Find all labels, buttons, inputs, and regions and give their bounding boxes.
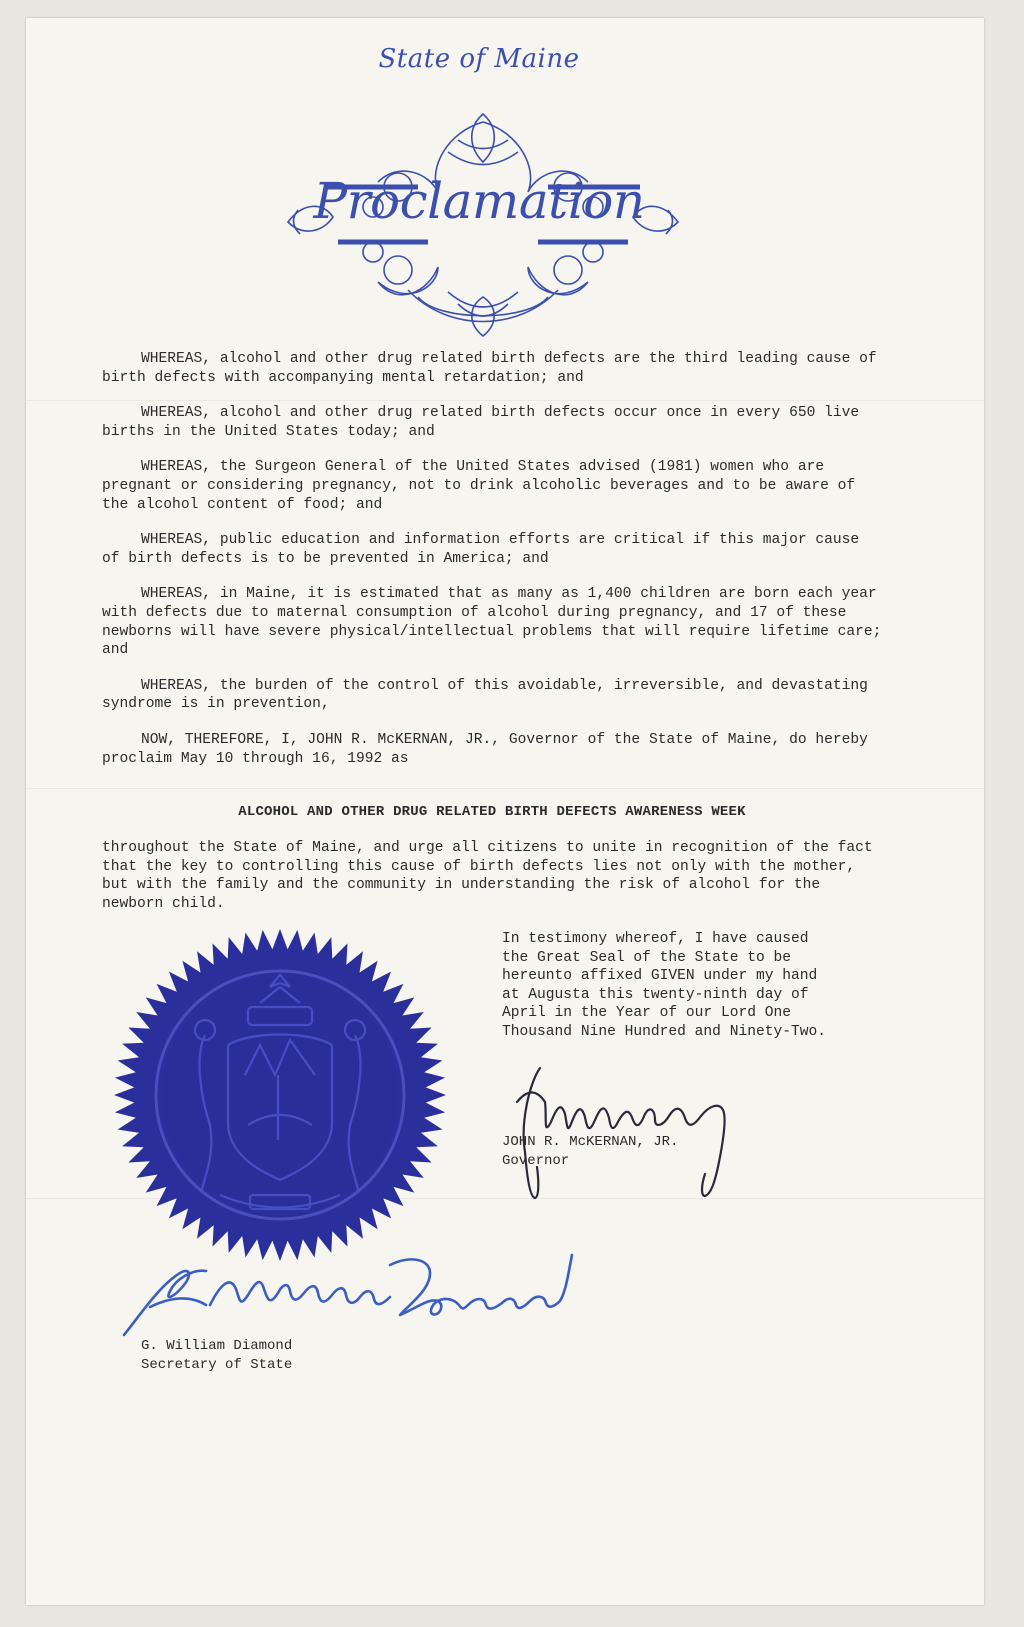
- whereas-text: WHEREAS, alcohol and other drug related birth defects are the third leading cause of birth defects with accompanying mental retardation; and: [102, 351, 886, 386]
- great-seal-of-maine: [110, 925, 450, 1265]
- whereas-text: WHEREAS, the burden of the control of this avoidable, irreversible, and devastating syndrome is in prevention,: [102, 677, 877, 713]
- whereas-paragraph: [102, 585, 891, 659]
- whereas-paragraph: [102, 677, 882, 714]
- secretary-block: [141, 1337, 292, 1374]
- whereas-text: WHEREAS, alcohol and other drug related birth defects occur once in every 650 live births in the United States today; and: [102, 405, 868, 440]
- proclamation-title: Proclamation: [313, 172, 645, 230]
- now-therefore-text: NOW, THEREFORE, I, JOHN R. McKERNAN, JR., Governor of the State of Maine, do hereby proclaim May 10 through 16, 1992 as: [102, 731, 877, 767]
- secretary-name: G. William Diamond: [141, 1338, 293, 1354]
- whereas-paragraph: [102, 404, 882, 441]
- whereas-paragraph: [102, 531, 882, 568]
- whereas-clauses: [102, 350, 891, 785]
- now-therefore-paragraph: [102, 731, 882, 768]
- awareness-week-title: ALCOHOL AND OTHER DRUG RELATED BIRTH DEFECTS AWARENESS WEEK: [238, 804, 746, 820]
- secretary-signature: [110, 1245, 590, 1345]
- whereas-text: WHEREAS, the Surgeon General of the United States advised (1981) women who are pregnant or considering pregnancy, not to drink alcoholic beverages and to be aware of the alcohol content of food; and: [102, 459, 864, 513]
- whereas-text: WHEREAS, public education and information efforts are critical if this major cause of birth defects is to be prevented in America; and: [102, 532, 868, 567]
- closing-paragraph: throughout the State of Maine, and urge all citizens to unite in recognition of the fact that the key to controlling this cause of birth defects lies not only with the mother, but with the family and the community in understanding the risk of alcohol for the newborn child.: [102, 840, 873, 912]
- governor-title: Governor: [502, 1152, 570, 1169]
- fold-line: [26, 788, 984, 789]
- secretary-title: Secretary of State: [141, 1356, 293, 1373]
- whereas-paragraph: [102, 458, 882, 514]
- governor-signature: [505, 1062, 745, 1202]
- governor-block: [502, 1133, 678, 1170]
- whereas-text: WHEREAS, in Maine, it is estimated that as many as 1,400 children are born each year with defects due to maternal consumption of alcohol during pregnancy, and 17 of these newborns will have severe physical/intellectual problems that will require lifetime care; and: [102, 586, 891, 659]
- whereas-paragraph: [102, 350, 886, 387]
- state-heading: State of Maine: [378, 44, 580, 74]
- governor-name: JOHN R. McKERNAN, JR.: [502, 1134, 679, 1150]
- testimony-paragraph: In testimony whereof, I have caused the Great Seal of the State to be hereunto affixed GIVEN under my hand at Augusta this twenty-ninth day of April in the Year of our Lord One Thousand Nine Hundred and Ninety-Two.: [502, 931, 827, 1040]
